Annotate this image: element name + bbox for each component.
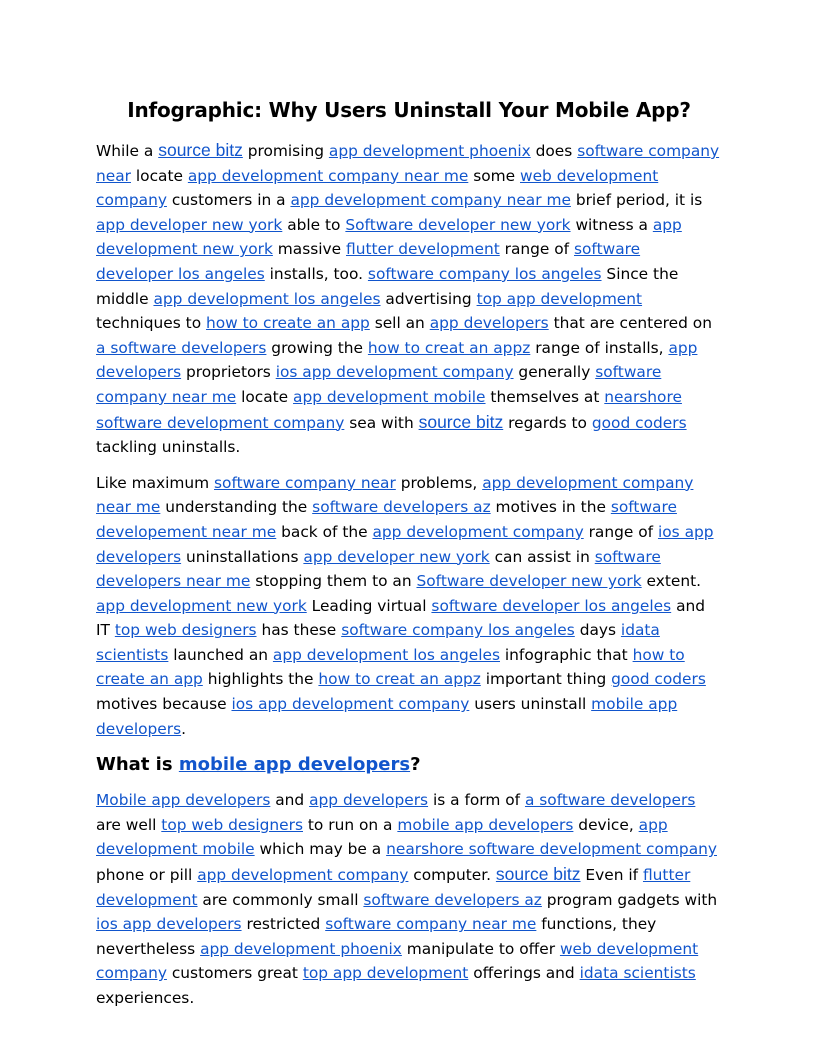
body-text: installs, too.	[264, 264, 368, 283]
body-text: functions, they nevertheless	[96, 915, 657, 958]
inline-link[interactable]: software company near	[96, 142, 720, 185]
inline-link[interactable]: how to creat an appz	[367, 338, 531, 357]
inline-link[interactable]: ios app developers	[96, 522, 714, 566]
body-text: and	[270, 791, 310, 810]
body-text: sell an	[369, 314, 430, 333]
inline-link[interactable]: software developers az	[363, 890, 542, 909]
inline-link[interactable]: app development new york	[96, 215, 682, 259]
inline-link[interactable]: software company near me	[96, 363, 662, 406]
inline-link[interactable]: Mobile app developers	[96, 791, 271, 810]
body-text: device,	[573, 815, 639, 834]
inline-link[interactable]: ios app development company	[275, 363, 514, 382]
body-text: to run on a	[303, 815, 398, 834]
body-text: users uninstall	[469, 695, 592, 714]
body-text: some	[468, 166, 520, 185]
inline-link[interactable]: software developers near me	[96, 547, 661, 591]
inline-link[interactable]: app development mobile	[96, 815, 668, 859]
body-text: motives in the	[490, 498, 611, 517]
body-text: highlights the	[202, 670, 319, 689]
body-text: has these	[256, 621, 342, 640]
inline-link[interactable]: ios app development company	[231, 695, 470, 714]
inline-link[interactable]: idata scientists	[579, 964, 696, 983]
body-text: is a form of	[428, 791, 525, 810]
inline-link[interactable]: software developer los angeles	[431, 596, 672, 615]
inline-link[interactable]: source bitz	[495, 864, 581, 885]
inline-link[interactable]: app development company	[197, 866, 409, 885]
body-text: techniques to	[96, 314, 206, 333]
heading-suffix: ?	[410, 754, 421, 776]
inline-link[interactable]: nearshore software development company	[96, 387, 682, 432]
inline-link[interactable]: top app development	[302, 964, 469, 983]
body-text: manipulate to offer	[401, 939, 560, 958]
body-text: are well	[96, 815, 162, 834]
body-text: phone or pill	[96, 866, 198, 885]
inline-link[interactable]: app development los angeles	[272, 645, 500, 664]
body-text: Like maximum	[96, 473, 215, 492]
inline-link[interactable]: app development phoenix	[328, 142, 531, 160]
body-text: that are centered on	[548, 314, 712, 333]
inline-link[interactable]: source bitz	[158, 140, 243, 160]
body-text: launched an	[168, 645, 273, 664]
paragraph-1	[96, 138, 722, 460]
body-text: locate	[236, 387, 294, 406]
inline-link[interactable]: good coders	[591, 413, 687, 432]
body-text: infographic that	[500, 645, 633, 664]
body-text: regards to	[503, 413, 592, 432]
inline-link[interactable]: how to create an app	[206, 314, 370, 333]
inline-link[interactable]: how to create an app	[96, 645, 685, 689]
inline-link[interactable]: a software developers	[96, 338, 267, 357]
inline-link[interactable]: app development company near me	[96, 473, 694, 517]
body-text: Even if	[580, 866, 643, 885]
body-text: proprietors	[181, 363, 276, 382]
body-text: stopping them to an	[250, 572, 417, 591]
inline-link[interactable]: software developement near me	[96, 498, 677, 541]
inline-link[interactable]: Software developer new york	[416, 572, 642, 591]
body-text: important thing	[480, 670, 612, 689]
inline-link[interactable]: how to creat an appz	[318, 670, 481, 689]
inline-link[interactable]: software company los angeles	[341, 621, 575, 640]
inline-link[interactable]: software company near me	[325, 915, 537, 934]
inline-link[interactable]: app development phoenix	[200, 939, 402, 958]
body-text: understanding the	[160, 498, 313, 517]
body-text: promising	[242, 142, 329, 160]
body-text: can assist in	[489, 547, 595, 566]
page-title: Infographic: Why Users Uninstall Your Mobile App?	[127, 98, 691, 122]
body-text: computer.	[408, 866, 496, 885]
inline-link[interactable]: source bitz	[418, 411, 504, 432]
body-text: Leading virtual	[306, 596, 432, 615]
inline-link[interactable]: mobile app developers	[96, 695, 678, 738]
inline-link[interactable]: top web designers	[161, 815, 303, 834]
inline-link[interactable]: Software developer new york	[345, 215, 571, 234]
body-text: tackling uninstalls.	[96, 438, 241, 457]
inline-link[interactable]: software developers az	[312, 498, 491, 517]
heading-prefix: What is	[96, 754, 179, 776]
body-text: growing the	[266, 338, 368, 357]
inline-link[interactable]: idata scientists	[96, 621, 660, 664]
inline-link[interactable]: software company los angeles	[367, 264, 602, 283]
body-text: customers great	[166, 964, 303, 983]
body-text: restricted	[241, 915, 326, 934]
inline-link[interactable]: app development new york	[96, 596, 307, 615]
inline-link[interactable]: app developers	[96, 338, 698, 382]
body-text: witness a	[570, 215, 653, 234]
body-text: generally	[513, 363, 596, 382]
heading-link[interactable]: mobile app developers	[178, 754, 411, 776]
inline-link[interactable]: app developer new york	[303, 547, 490, 566]
body-text: customers in a	[166, 191, 291, 210]
inline-link[interactable]: app development los angeles	[153, 289, 381, 308]
body-text: sea with	[344, 413, 419, 432]
inline-link[interactable]: good coders	[611, 670, 706, 689]
paragraph-2	[96, 471, 722, 742]
inline-link[interactable]: app development company near me	[290, 191, 571, 210]
body-text: which may be a	[254, 840, 387, 859]
body-text: While a	[96, 142, 159, 160]
body-text: extent.	[641, 572, 702, 591]
body-text: days	[574, 621, 621, 640]
body-text: problems,	[395, 473, 483, 492]
body-text: Since the middle	[96, 264, 679, 308]
body-text: massive	[272, 240, 346, 259]
inline-link[interactable]: ios app developers	[96, 915, 242, 934]
body-text: .	[181, 719, 186, 738]
inline-link[interactable]: top app development	[476, 289, 643, 308]
body-text: advertising	[380, 289, 477, 308]
body-text: themselves at	[485, 387, 605, 406]
inline-link[interactable]: software developer los angeles	[96, 240, 641, 283]
inline-link[interactable]: flutter development	[346, 240, 500, 259]
body-text: range of installs,	[530, 338, 669, 357]
inline-link[interactable]: web development company	[96, 939, 699, 983]
body-text: brief period, it is	[570, 191, 703, 210]
body-text: experiences.	[96, 989, 195, 1007]
inline-link[interactable]: flutter development	[96, 866, 691, 909]
body-text: program gadgets with	[541, 890, 718, 909]
inline-link[interactable]: software company near	[214, 473, 396, 492]
inline-link[interactable]: top web designers	[114, 621, 257, 640]
body-text: offerings and	[468, 964, 580, 983]
body-text: uninstallations	[181, 547, 304, 566]
inline-link[interactable]: app developer new york	[96, 215, 283, 234]
body-text: are commonly small	[197, 890, 364, 909]
body-text: back of the	[276, 522, 373, 541]
body-text: able to	[282, 215, 346, 234]
body-text: locate	[130, 166, 188, 185]
inline-link[interactable]: app developers	[309, 791, 429, 810]
inline-link[interactable]: app development mobile	[293, 387, 486, 406]
inline-link[interactable]: app developers	[429, 314, 549, 333]
section-heading	[96, 752, 722, 778]
inline-link[interactable]: app development company	[372, 522, 584, 541]
inline-link[interactable]: app development company near me	[187, 166, 469, 185]
body-text: motives because	[96, 695, 232, 714]
body-text: range of	[499, 240, 574, 259]
paragraph-3	[96, 788, 722, 1010]
inline-link[interactable]: web development company	[96, 166, 659, 210]
body-text: and IT	[96, 596, 706, 640]
inline-link[interactable]: nearshore software development company	[386, 840, 717, 859]
document-page	[96, 96, 722, 1022]
inline-link[interactable]: a software developers	[524, 791, 696, 810]
body-text: range of	[583, 522, 658, 541]
inline-link[interactable]: mobile app developers	[397, 815, 574, 834]
body-text: does	[530, 142, 578, 160]
